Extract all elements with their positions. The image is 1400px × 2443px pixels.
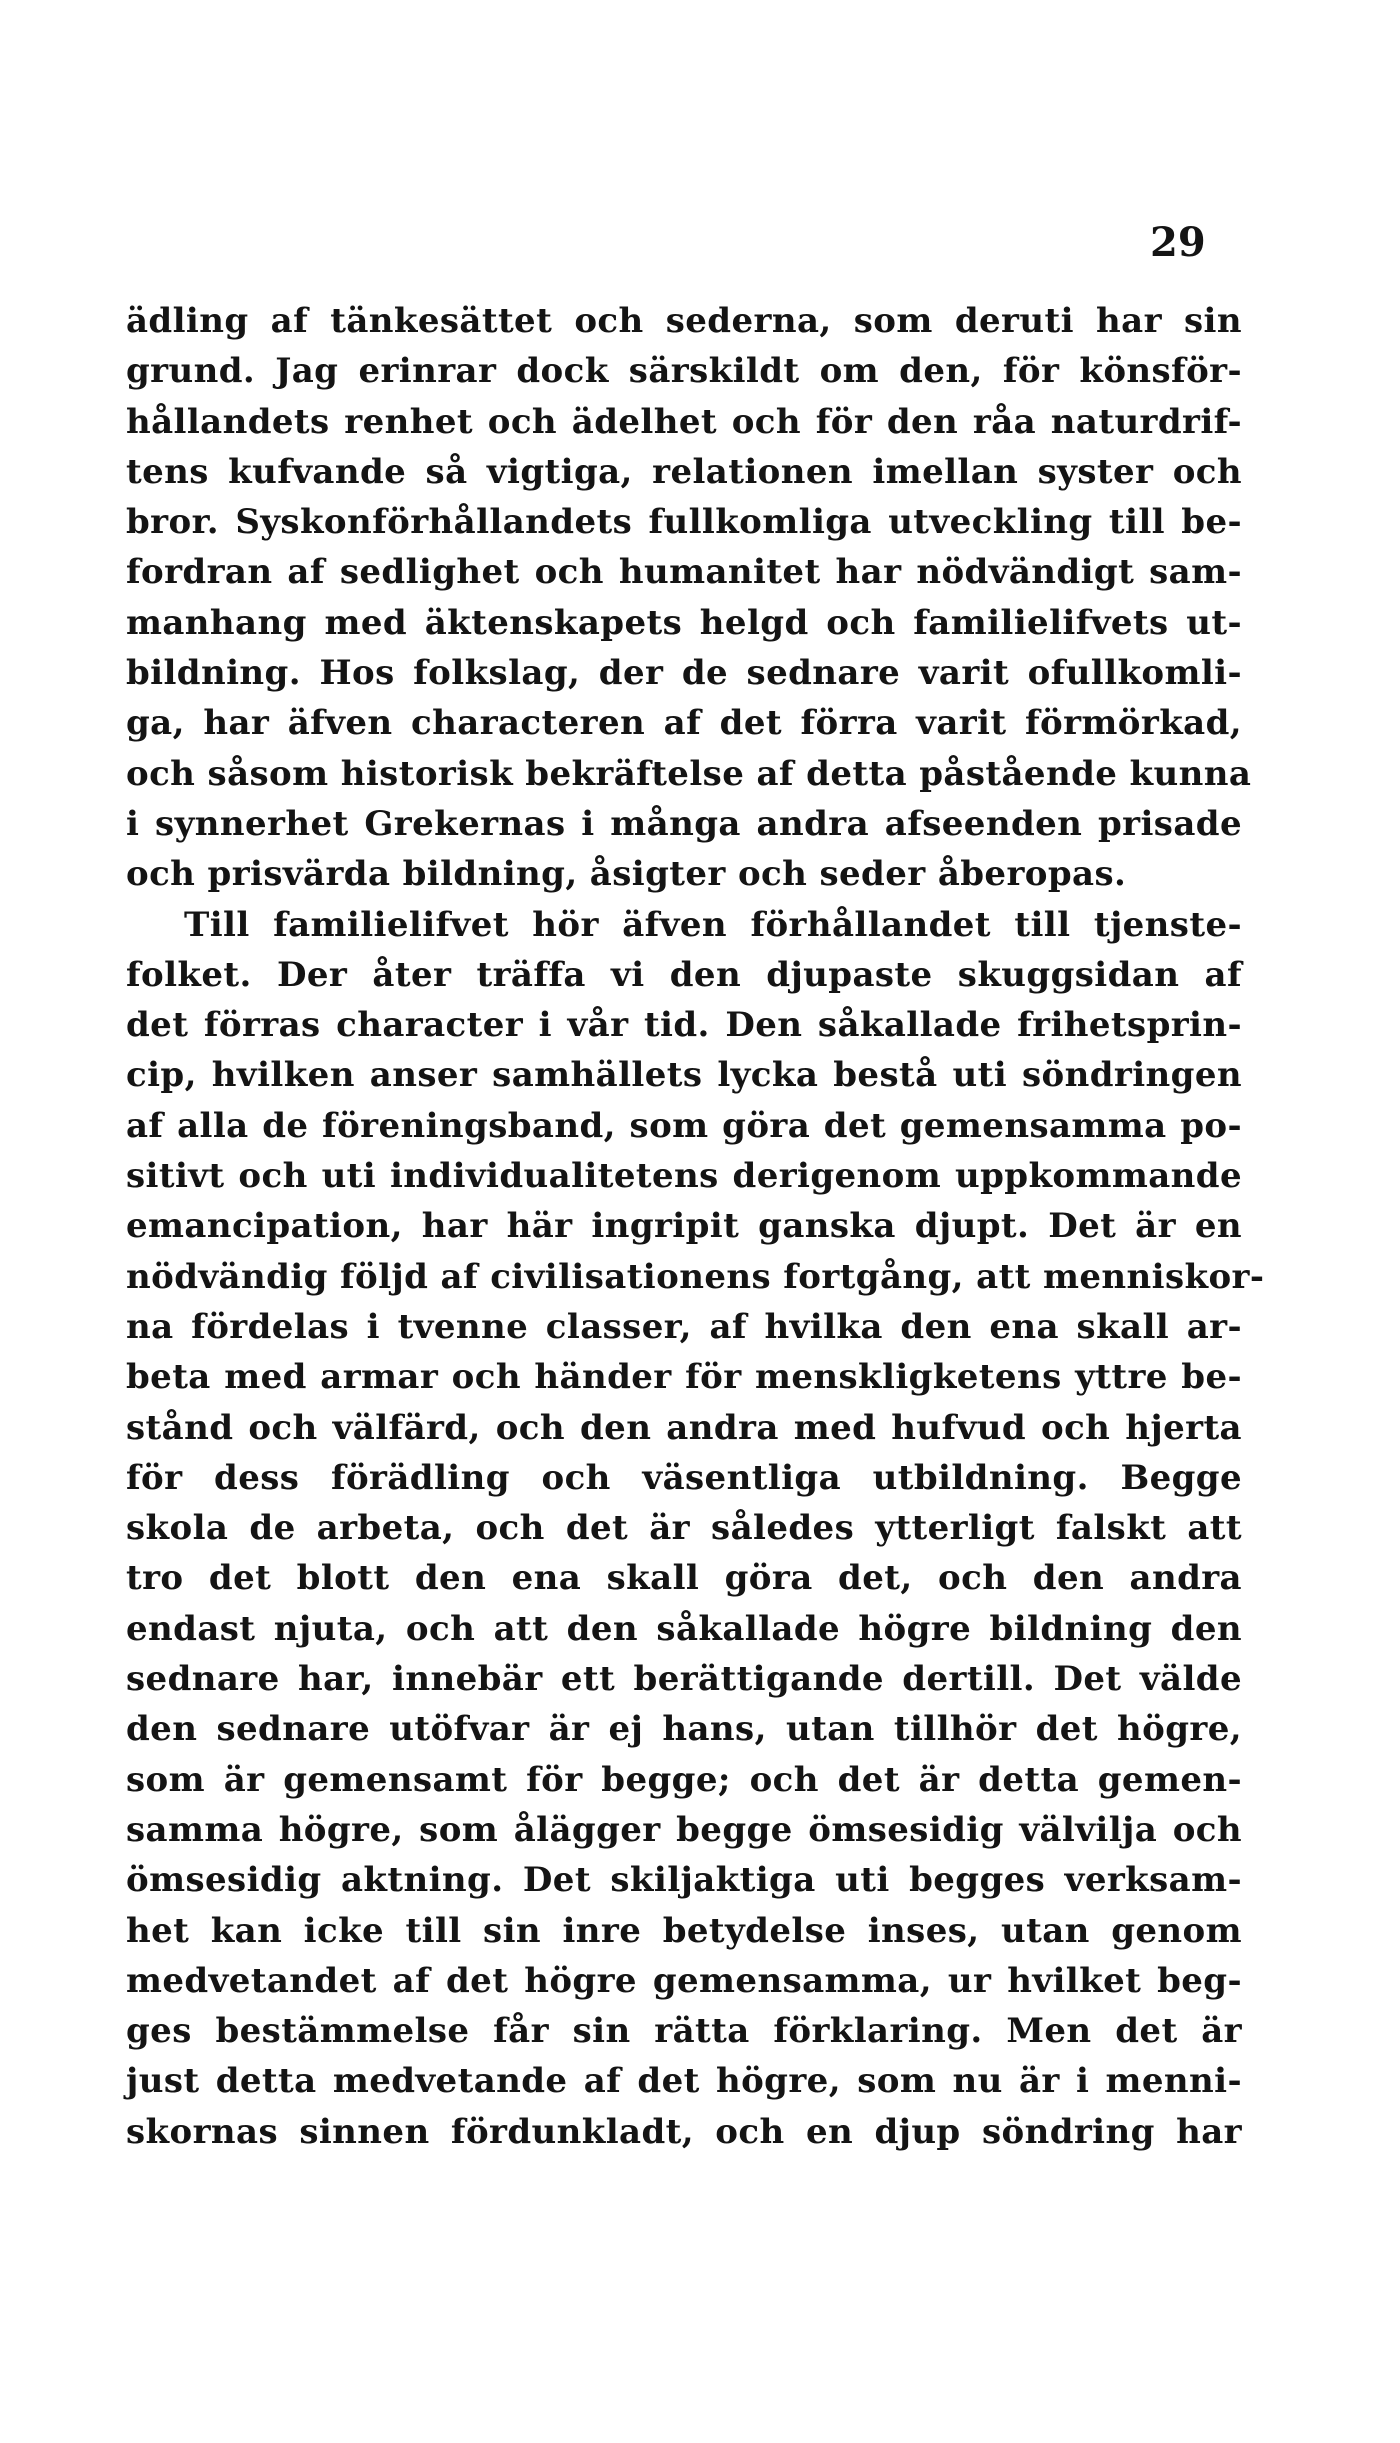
text-line: som är gemensamt för begge; och det är detta gemen-: [126, 1759, 1242, 1800]
page-number: 29: [1150, 219, 1206, 266]
text-line: och såsom historisk bekräftelse af detta påstående kunna: [126, 753, 1252, 794]
text-line: just detta medvetande af det högre, som nu är i menni-: [126, 2061, 1242, 2102]
text-line: manhang med äktenskapets helgd och familielifvets ut-: [126, 602, 1242, 643]
text-line: ädling af tänkesättet och sederna, som deruti har sin: [126, 301, 1242, 341]
text-line: tro det blott den ena skall göra det, och den andra: [126, 1558, 1242, 1599]
text-line: folket. Der åter träffa vi den djupaste skuggsidan af: [126, 954, 1242, 995]
text-line: i synnerhet Grekernas i många andra afseenden prisade: [126, 803, 1242, 844]
text-line: och prisvärda bildning, åsigter och seder åberopas.: [126, 854, 1127, 895]
text-line: för dess förädling och väsentliga utbildning. Begge: [126, 1457, 1242, 1498]
body-text: [126, 296, 1265, 2157]
text-line: det förras character i vår tid. Den såkallade frihetsprin-: [126, 1005, 1242, 1046]
text-line: ömsesidig aktning. Det skiljaktiga uti begges verksam-: [126, 1860, 1242, 1901]
text-line: sednare har, innebär ett berättigande dertill. Det välde: [126, 1659, 1242, 1700]
text-line: bror. Syskonförhållandets fullkomliga utveckling till be-: [126, 502, 1242, 543]
text-line: skola de arbeta, och det är således ytterligt falskt att: [126, 1508, 1242, 1549]
text-line: beta med armar och händer för menskligketens yttre be-: [126, 1357, 1242, 1398]
text-line: medvetandet af det högre gemensamma, ur hvilket beg-: [126, 1960, 1242, 2001]
text-line: skornas sinnen fördunkladt, och en djup söndring har: [126, 2111, 1242, 2152]
text-line: Till familielifvet hör äfven förhållandet till tjenste-: [184, 904, 1242, 945]
text-line: af alla de föreningsband, som göra det gemensamma po-: [126, 1105, 1242, 1146]
text-line: grund. Jag erinrar dock särskildt om den, för könsför-: [126, 351, 1242, 392]
text-line: cip, hvilken anser samhällets lycka bestå uti söndringen: [126, 1055, 1242, 1096]
text-line: sitivt och uti individualitetens derigenom uppkommande: [126, 1156, 1242, 1197]
text-line: den sednare utöfvar är ej hans, utan tillhör det högre,: [126, 1709, 1242, 1750]
text-line: endast njuta, och att den såkallade högre bildning den: [126, 1608, 1242, 1649]
text-line: tens kufvande så vigtiga, relationen imellan syster och: [126, 451, 1242, 492]
text-line: ga, har äfven characteren af det förra varit förmörkad,: [126, 703, 1242, 744]
text-line: nödvändig följd af civilisationens fortgång, att menniskor-: [126, 1256, 1265, 1297]
text-line: emancipation, har här ingripit ganska djupt. Det är en: [126, 1206, 1242, 1247]
text-line: na fördelas i tvenne classer, af hvilka den ena skall ar-: [126, 1306, 1242, 1347]
text-line: fordran af sedlighet och humanitet har nödvändigt sam-: [126, 552, 1242, 593]
text-line: stånd och välfärd, och den andra med hufvud och hjerta: [126, 1407, 1242, 1448]
text-line: bildning. Hos folkslag, der de sednare varit ofullkomli-: [126, 653, 1242, 694]
text-line: hållandets renhet och ädelhet och för den råa naturdrif-: [126, 401, 1242, 442]
text-line: ges bestämmelse får sin rätta förklaring. Men det är: [126, 2011, 1242, 2052]
text-line: het kan icke till sin inre betydelse inses, utan genom: [126, 1910, 1242, 1951]
text-line: samma högre, som ålägger begge ömsesidig välvilja och: [126, 1809, 1242, 1850]
